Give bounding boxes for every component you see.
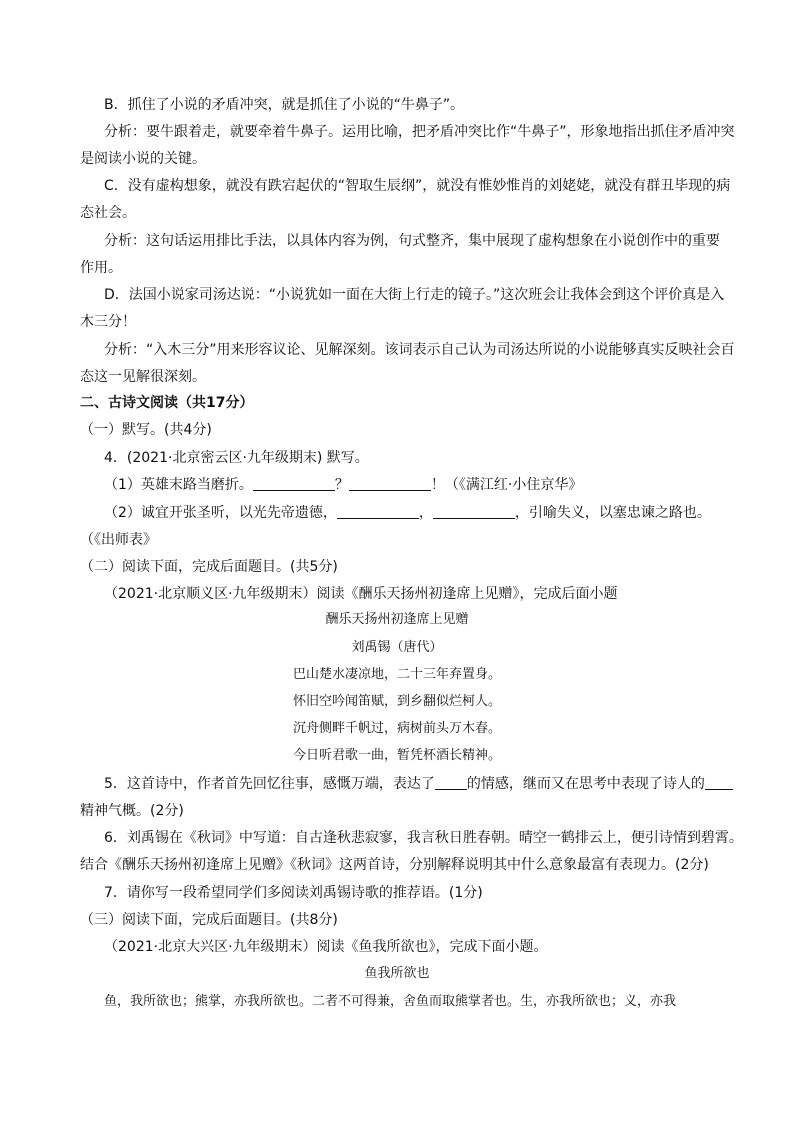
option-d-analysis-cont: 态这一见解很深刻。	[80, 369, 206, 385]
option-d-cont: 木三分！	[80, 314, 136, 330]
prose-line: 鱼，我所欲也；熊掌，亦我所欲也。二者不可得兼，舍鱼而取熊掌者也。生，亦我所欲也；义，亦我	[104, 994, 677, 1009]
option-b-analysis-cont: 是阅读小说的关键。	[80, 151, 206, 167]
question-4-2-text-end: ，引喻失义，以塞忠谏之路也。	[514, 505, 711, 521]
poem-author: 刘禹锡（唐代）	[351, 640, 443, 655]
question-6-cont: 结合《酬乐天扬州初逢席上见赠》《秋词》这两首诗，分别解释说明其中什么意象最富有表现力。(2分)	[80, 857, 709, 873]
subsection-2-intro: （2021·北京顺义区·九年级期末）阅读《酬乐天扬州初逢席上见赠》，完成后面小题	[104, 586, 618, 602]
answer-blank[interactable]	[705, 775, 733, 790]
subsection-1-title: （一）默写。(共4分)	[80, 422, 212, 438]
poem-line: 怀旧空吟闻笛赋，到乡翻似烂柯人。	[292, 694, 501, 709]
question-4-2	[104, 503, 711, 523]
answer-blank[interactable]	[435, 775, 467, 790]
subsection-2-title: （二）阅读下面，完成后面题目。(共5分)	[80, 559, 338, 575]
option-c-analysis: 分析：这句话运用排比手法，以具体内容为例，句式整齐，集中展现了虚构想象在小说创作中的重要	[104, 233, 720, 249]
poem-line: 沉舟侧畔千帆过，病树前头万木春。	[292, 721, 501, 736]
poem-title: 酬乐天扬州初逢席上见赠	[325, 612, 469, 627]
question-4-1-source: （《满江红·小住京华》	[444, 477, 583, 493]
question-4-stem: 4．(2021·北京密云区·九年级期末) 默写。	[104, 450, 369, 466]
question-5-text-mid: 的情感，继而又在思考中表现了诗人的	[466, 776, 705, 792]
option-b: B．抓住了小说的矛盾冲突，就是抓住了小说的“牛鼻子”。	[104, 97, 465, 113]
prose-title: 鱼我所欲也	[364, 966, 430, 981]
section-2-title: 二、古诗文阅读（共17分）	[80, 395, 254, 411]
answer-blank[interactable]	[433, 504, 515, 519]
poem-line: 巴山楚水凄凉地，二十三年弃置身。	[292, 667, 501, 682]
answer-blank[interactable]	[337, 504, 419, 519]
exclamation-mark: ！	[430, 477, 445, 493]
question-6: 6．刘禹锡在《秋词》中写道：自古逢秋悲寂寥，我言秋日胜春朝。晴空一鹤排云上，便引诗情到碧霄。	[104, 830, 743, 846]
question-7: 7．请你写一段希望同学们多阅读刘禹锡诗歌的推荐语。(1分)	[104, 885, 483, 901]
question-4-1-text: （1）英雄末路当磨折。	[104, 477, 253, 493]
answer-blank[interactable]	[253, 476, 335, 491]
option-d: D．法国小说家司汤达说：“小说犹如一面在大街上行走的镜子。”这次班会让我体会到这个评价真是入	[104, 287, 725, 303]
option-c-analysis-cont: 作用。	[80, 260, 122, 276]
option-c-cont: 态社会。	[80, 205, 136, 221]
subsection-3-title: （三）阅读下面，完成后面题目。(共8分)	[80, 912, 338, 928]
option-b-analysis: 分析：要牛跟着走，就要牵着牛鼻子。运用比喻，把矛盾冲突比作“牛鼻子”，形象地指出抓住矛盾冲突	[104, 124, 735, 140]
question-5-cont: 精神气概。(2分)	[80, 803, 184, 819]
question-mark: ？	[334, 477, 349, 493]
subsection-3-intro: （2021·北京大兴区·九年级期末）阅读《鱼我所欲也》，完成下面小题。	[104, 939, 548, 955]
poem-line: 今日听君歌一曲，暂凭杯酒长精神。	[292, 748, 501, 763]
question-4-2-text: （2）诚宜开张圣听，以光先帝遗德，	[104, 505, 337, 521]
question-4-2-source: （《出师表》	[80, 532, 157, 548]
question-5-text: 5．这首诗中，作者首先回忆往事，感慨万端，表达了	[104, 776, 435, 792]
question-4-1	[104, 475, 582, 495]
comma: ，	[418, 505, 433, 521]
answer-blank[interactable]	[349, 476, 431, 491]
option-d-analysis: 分析：“入木三分”用来形容议论、见解深刻。该词表示自己认为司汤达所说的小说能够真实反映社会百	[104, 342, 735, 358]
question-5	[104, 774, 733, 794]
option-c: C．没有虚构想象，就没有跌宕起伏的“智取生辰纲”，就没有惟妙惟肖的刘姥姥，就没有群丑毕现的病	[104, 178, 731, 194]
